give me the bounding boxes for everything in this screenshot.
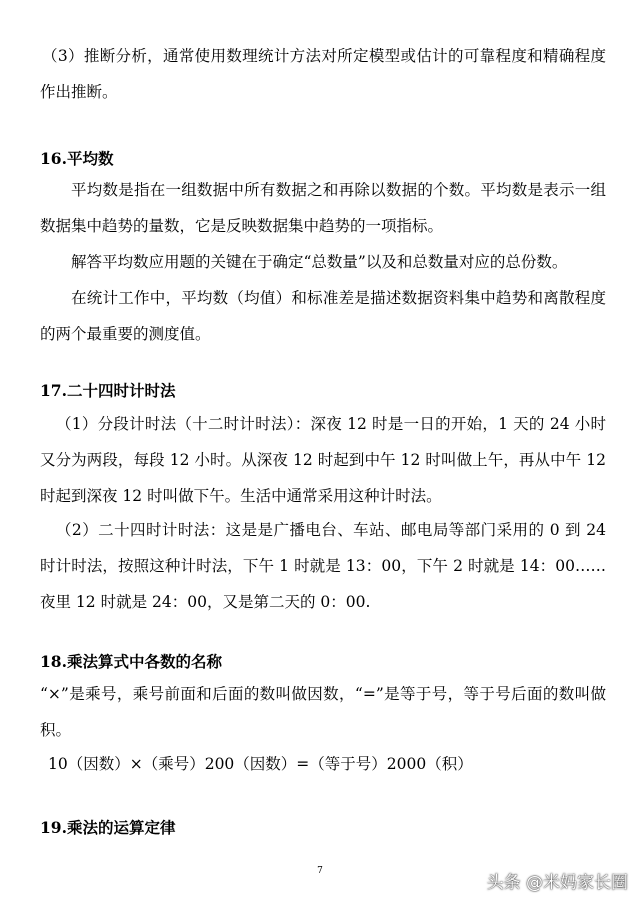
paragraph-average-statistics: 在统计工作中，平均数（均值）和标准差是描述数据资料集中趋势和离散程度的两个最重要的测度值。 [40,289,606,343]
heading-multiplication-laws: 19.乘法的运算定律 [40,818,176,837]
paragraph-24-hour-system: （2）二十四时计时法：这是是广播电台、车站、邮电局等部门采用的 0 到 24 时计时法，按照这种计时法，下午 1 时就是 13：00，下午 2 时就是 14：00……夜里 12 时就是 24：00，又是第二天的 0：00. [40,521,606,611]
page-number: 7 [317,866,323,876]
heading-multiplication-names: 18.乘法算式中各数的名称 [40,652,222,671]
watermark-logo: 头条 @米妈家长圈 [486,873,628,893]
heading-average: 16.平均数 [40,149,114,168]
paragraph-multiplication-signs: “×”是乘号，乘号前面和后面的数叫做因数，“=”是等于号，等于号后面的数叫做积。 [40,685,606,739]
paragraph-multiplication-example: 10（因数）×（乘号）200（因数）=（等于号）2000（积） [48,755,473,773]
heading-24-hour-time: 17.二十四时计时法 [40,381,176,400]
paragraph-average-definition: 平均数是指在一组数据中所有数据之和再除以数据的个数。平均数是表示一组数据集中趋势的量数，它是反映数据集中趋势的一项指标。 [40,181,606,235]
paragraph-12-hour-system: （1）分段计时法（十二时计时法）：深夜 12 时是一日的开始，1 天的 24 小时又分为两段，每段 12 小时。从深夜 12 时起到中午 12 时叫做上午，再从中午 12 时起到深夜 12 时叫做下午。生活中通常采用这种计时法。 [40,415,606,505]
paragraph-average-key: 解答平均数应用题的关键在于确定“总数量”以及和总数量对应的总份数。 [71,253,568,271]
paragraph-inference: （3）推断分析，通常使用数理统计方法对所定模型或估计的可靠程度和精确程度作出推断。 [40,47,606,101]
